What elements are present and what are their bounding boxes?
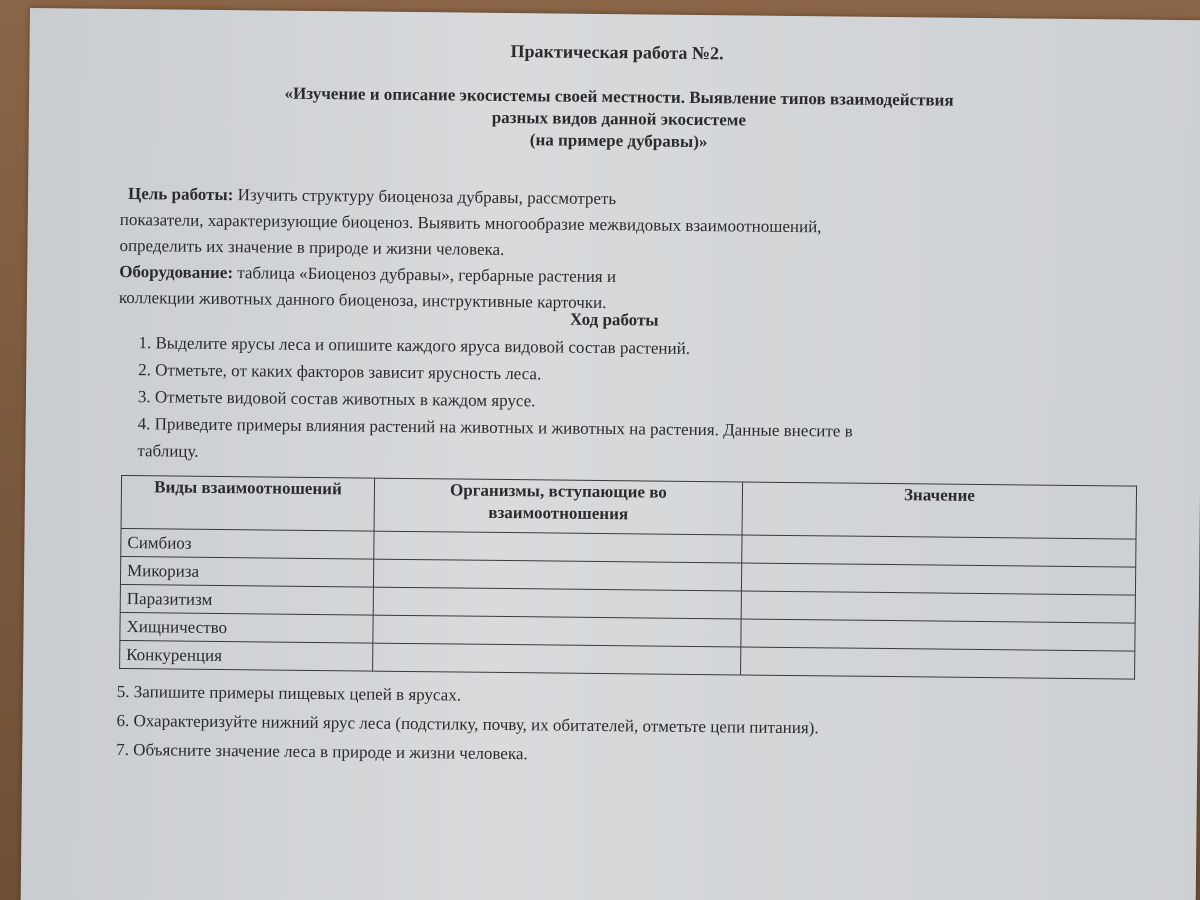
- row-label: Конкуренция: [120, 640, 373, 671]
- row-label: Симбиоз: [121, 528, 374, 559]
- step-item: 4. Приведите примеры влияния растений на животных и животных на растения. Данные внесите в: [137, 414, 853, 441]
- goal-text: Изучить структуру биоценоза дубравы, рассмотреть: [233, 185, 617, 209]
- step-item: 3. Отметьте видовой состав животных в каждом ярусе.: [137, 387, 536, 411]
- goal-label: Цель работы:: [127, 184, 234, 205]
- empty-cell: [373, 615, 741, 647]
- equipment-text: таблица «Биоценоз дубравы», гербарные растения и: [232, 263, 617, 287]
- step-item: 1. Выделите ярусы леса и опишите каждого яруса видовой состав растений.: [138, 333, 691, 358]
- subtitle-line: «Изучение и описание экосистемы своей местности. Выявление типов взаимодействия: [284, 83, 954, 110]
- empty-cell: [373, 587, 741, 619]
- column-header-types: Виды взаимоотношений: [121, 475, 375, 531]
- goal-text: определить их значение в природе и жизни человека.: [119, 235, 505, 259]
- empty-cell: [742, 535, 1136, 567]
- procedure-steps: [137, 329, 1128, 474]
- interactions-table: [119, 475, 1137, 680]
- empty-cell: [373, 643, 741, 675]
- row-label: Хищничество: [120, 612, 373, 643]
- column-header-significance: Значение: [742, 482, 1137, 539]
- subtitle-line: разных видов данной экосистеме: [491, 107, 747, 130]
- column-header-organisms: Организмы, вступающие во взаимоотношения: [374, 478, 743, 535]
- goal-section: [119, 181, 1080, 321]
- row-label: Паразитизм: [120, 584, 373, 615]
- page-title: Практическая работа №2.: [510, 41, 724, 64]
- step-item: 7. Объясните значение леса в природе и жизни человека.: [116, 739, 528, 764]
- empty-cell: [741, 591, 1135, 623]
- goal-text: показатели, характеризующие биоценоз. Выявить многообразие межвидовых взаимоотношений,: [119, 209, 822, 237]
- worksheet-page: [21, 8, 1200, 900]
- remaining-steps: [116, 677, 1137, 775]
- empty-cell: [741, 563, 1135, 595]
- step-item: 2. Отметьте, от каких факторов зависит ярусность леса.: [138, 360, 542, 384]
- empty-cell: [741, 647, 1135, 679]
- subtitle-line: (на примере дубравы)»: [529, 130, 708, 152]
- empty-cell: [741, 619, 1135, 651]
- equipment-label: Оборудование:: [119, 261, 234, 283]
- empty-cell: [373, 559, 741, 591]
- procedure-heading: Ход работы: [569, 309, 659, 330]
- worksheet-subtitle: [169, 81, 1070, 156]
- row-label: Микориза: [120, 556, 373, 587]
- step-item: 6. Охарактеризуйте нижний ярус леса (подстилку, почву, их обитателей, отметьте цепи питания).: [116, 710, 819, 738]
- equipment-text: коллекции животных данного биоценоза, инструктивные карточки.: [118, 287, 607, 313]
- step-item-continuation: таблицу.: [137, 441, 199, 461]
- empty-cell: [374, 531, 742, 563]
- step-item: 5. Запишите примеры пищевых цепей в ярусах.: [116, 681, 462, 705]
